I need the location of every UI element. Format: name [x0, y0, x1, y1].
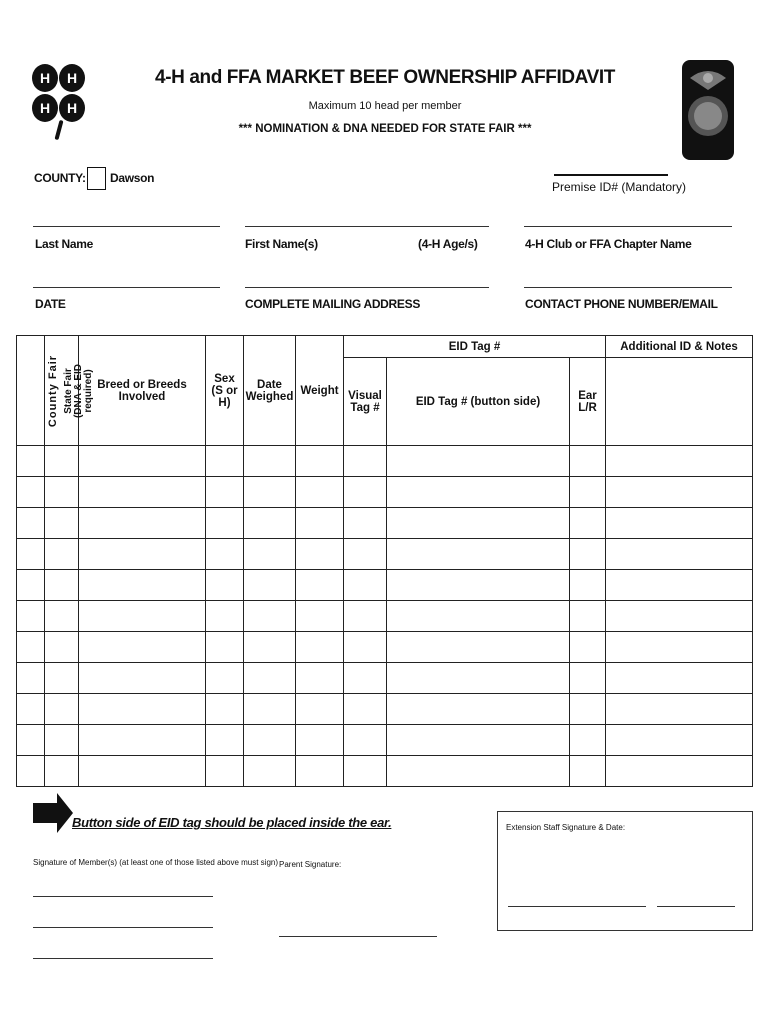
- table-row: [17, 694, 753, 725]
- eid-placement-note: Button side of EID tag should be placed inside the ear.: [72, 815, 392, 830]
- table-cell[interactable]: [570, 663, 606, 694]
- table-cell[interactable]: [570, 632, 606, 663]
- extension-date-line[interactable]: [657, 906, 735, 907]
- table-cell[interactable]: [387, 446, 570, 477]
- table-cell[interactable]: [344, 694, 387, 725]
- member-signature-line-2[interactable]: [33, 927, 213, 928]
- contact-line[interactable]: [524, 287, 732, 288]
- table-cell[interactable]: [17, 694, 45, 725]
- table-cell[interactable]: [17, 601, 45, 632]
- table-cell[interactable]: [606, 446, 753, 477]
- table-cell[interactable]: [606, 756, 753, 787]
- table-cell[interactable]: [206, 756, 244, 787]
- table-cell[interactable]: [606, 539, 753, 570]
- date-line[interactable]: [33, 287, 220, 288]
- extension-signature-label: Extension Staff Signature & Date:: [506, 823, 626, 832]
- col-additional: Additional ID & Notes: [606, 336, 753, 358]
- table-cell[interactable]: [79, 446, 206, 477]
- table-cell[interactable]: [206, 446, 244, 477]
- table-cell[interactable]: [296, 663, 344, 694]
- table-cell[interactable]: [296, 601, 344, 632]
- table-cell[interactable]: [344, 446, 387, 477]
- table-cell[interactable]: [206, 601, 244, 632]
- date-label: DATE: [35, 297, 66, 311]
- table-cell[interactable]: [17, 570, 45, 601]
- table-cell[interactable]: [606, 694, 753, 725]
- member-signature-line-1[interactable]: [33, 896, 213, 897]
- table-cell[interactable]: [387, 694, 570, 725]
- table-cell[interactable]: [79, 508, 206, 539]
- contact-label: CONTACT PHONE NUMBER/EMAIL: [525, 297, 718, 311]
- county-value: Dawson: [110, 171, 155, 185]
- page-title: 4-H and FFA MARKET BEEF OWNERSHIP AFFIDAVIT: [155, 67, 615, 88]
- table-cell[interactable]: [387, 508, 570, 539]
- table-cell[interactable]: [17, 632, 45, 663]
- table-cell[interactable]: [296, 446, 344, 477]
- table-cell[interactable]: [79, 694, 206, 725]
- table-cell[interactable]: [206, 694, 244, 725]
- table-cell[interactable]: [244, 446, 296, 477]
- table-cell[interactable]: [45, 446, 79, 477]
- table-cell[interactable]: [244, 570, 296, 601]
- table-cell[interactable]: [244, 663, 296, 694]
- svg-text:H: H: [67, 100, 78, 116]
- table-cell[interactable]: [344, 663, 387, 694]
- table-cell[interactable]: [570, 539, 606, 570]
- age-label: (4-H Age/s): [418, 237, 478, 251]
- col-ear: Ear L/R: [570, 358, 606, 446]
- table-cell[interactable]: [344, 756, 387, 787]
- table-cell[interactable]: [570, 756, 606, 787]
- svg-text:H: H: [67, 70, 78, 86]
- table-cell[interactable]: [244, 694, 296, 725]
- parent-signature-label: Parent Signature:: [279, 860, 342, 869]
- table-cell[interactable]: [17, 756, 45, 787]
- table-cell[interactable]: [296, 570, 344, 601]
- table-cell[interactable]: [344, 570, 387, 601]
- table-cell[interactable]: [606, 601, 753, 632]
- table-cell[interactable]: [206, 539, 244, 570]
- table-cell[interactable]: [344, 601, 387, 632]
- table-cell[interactable]: [570, 508, 606, 539]
- table-cell[interactable]: [79, 601, 206, 632]
- table-cell[interactable]: [79, 632, 206, 663]
- extension-signature-line[interactable]: [508, 906, 646, 907]
- address-label: COMPLETE MAILING ADDRESS: [245, 297, 421, 311]
- table-cell[interactable]: [206, 477, 244, 508]
- table-cell[interactable]: [45, 570, 79, 601]
- col-date-weighed: Date Weighed: [244, 336, 296, 446]
- table-cell[interactable]: [79, 477, 206, 508]
- table-row: [17, 601, 753, 632]
- table-cell[interactable]: [244, 477, 296, 508]
- premise-id-line[interactable]: [554, 174, 668, 176]
- table-cell[interactable]: [296, 508, 344, 539]
- last-name-label: Last Name: [35, 237, 93, 251]
- table-cell[interactable]: [606, 632, 753, 663]
- table-cell[interactable]: [45, 508, 79, 539]
- col-visual-tag: Visual Tag #: [344, 358, 387, 446]
- first-name-line[interactable]: [245, 226, 489, 227]
- table-row: [17, 508, 753, 539]
- table-cell[interactable]: [570, 446, 606, 477]
- col-breed: Breed or Breeds Involved: [79, 336, 206, 446]
- table-cell[interactable]: [206, 663, 244, 694]
- table-row: [17, 725, 753, 756]
- address-line[interactable]: [245, 287, 489, 288]
- state-fair-notice: *** NOMINATION & DNA NEEDED FOR STATE FAIR ***: [238, 123, 532, 135]
- member-signature-line-3[interactable]: [33, 958, 213, 959]
- table-cell[interactable]: [45, 756, 79, 787]
- table-cell[interactable]: [45, 539, 79, 570]
- club-line[interactable]: [524, 226, 732, 227]
- table-cell[interactable]: [244, 725, 296, 756]
- table-cell[interactable]: [206, 632, 244, 663]
- svg-text:H: H: [40, 70, 51, 86]
- table-cell[interactable]: [17, 725, 45, 756]
- subtitle: Maximum 10 head per member: [308, 100, 462, 112]
- table-cell[interactable]: [17, 446, 45, 477]
- club-label: 4-H Club or FFA Chapter Name: [525, 237, 692, 251]
- table-cell[interactable]: [244, 632, 296, 663]
- table-cell[interactable]: [570, 570, 606, 601]
- table-row: [17, 446, 753, 477]
- col-county-fair: County Fair: [17, 336, 45, 446]
- table-cell[interactable]: [387, 570, 570, 601]
- table-cell[interactable]: [45, 663, 79, 694]
- table-cell[interactable]: [296, 539, 344, 570]
- parent-signature-line[interactable]: [279, 936, 437, 937]
- table-cell[interactable]: [206, 725, 244, 756]
- table-cell[interactable]: [45, 725, 79, 756]
- table-cell[interactable]: [79, 756, 206, 787]
- table-cell[interactable]: [387, 756, 570, 787]
- group-eid: EID Tag #: [344, 336, 606, 358]
- table-cell[interactable]: [45, 601, 79, 632]
- table-cell[interactable]: [570, 694, 606, 725]
- table-cell[interactable]: [244, 756, 296, 787]
- table-row: [17, 632, 753, 663]
- table-cell[interactable]: [79, 725, 206, 756]
- table-cell[interactable]: [79, 663, 206, 694]
- table-cell[interactable]: [296, 632, 344, 663]
- premise-id-label: Premise ID# (Mandatory): [552, 180, 687, 194]
- table-cell[interactable]: [387, 477, 570, 508]
- table-cell[interactable]: [606, 508, 753, 539]
- table-cell[interactable]: [244, 601, 296, 632]
- table-cell[interactable]: [206, 508, 244, 539]
- table-cell[interactable]: [570, 601, 606, 632]
- table-cell[interactable]: [606, 663, 753, 694]
- table-cell[interactable]: [387, 663, 570, 694]
- table-cell[interactable]: [17, 663, 45, 694]
- county-checkbox[interactable]: [87, 167, 106, 190]
- table-cell[interactable]: [79, 570, 206, 601]
- table-cell[interactable]: [606, 477, 753, 508]
- table-cell[interactable]: [244, 539, 296, 570]
- col-weight: Weight: [296, 336, 344, 446]
- cattle-table: [16, 335, 753, 787]
- table-row: [17, 570, 753, 601]
- col-sex: Sex (S or H): [206, 336, 244, 446]
- table-cell[interactable]: [387, 725, 570, 756]
- member-signature-label: Signature of Member(s) (at least one of those listed above must sign): [33, 858, 279, 867]
- table-cell[interactable]: [344, 632, 387, 663]
- table-cell[interactable]: [79, 539, 206, 570]
- table-cell[interactable]: [17, 508, 45, 539]
- arrow-right-icon: [33, 793, 73, 833]
- col-state-fair: State Fair (DNA & EID required): [45, 336, 79, 446]
- table-cell[interactable]: [344, 508, 387, 539]
- table-cell[interactable]: [606, 725, 753, 756]
- table-row: [17, 756, 753, 787]
- table-cell[interactable]: [45, 694, 79, 725]
- table-cell[interactable]: [387, 539, 570, 570]
- ffa-emblem-logo: [682, 60, 734, 160]
- table-cell[interactable]: [344, 477, 387, 508]
- table-cell[interactable]: [344, 725, 387, 756]
- table-cell[interactable]: [296, 756, 344, 787]
- table-cell[interactable]: [17, 539, 45, 570]
- svg-text:H: H: [40, 100, 51, 116]
- table-row: [17, 477, 753, 508]
- table-cell[interactable]: [606, 570, 753, 601]
- table-cell[interactable]: [17, 477, 45, 508]
- last-name-line[interactable]: [33, 226, 220, 227]
- table-cell[interactable]: [570, 477, 606, 508]
- table-cell[interactable]: [296, 477, 344, 508]
- table-row: [17, 539, 753, 570]
- table-row: [17, 663, 753, 694]
- table-cell[interactable]: [296, 725, 344, 756]
- col-eid-button-side: EID Tag # (button side): [387, 358, 570, 446]
- table-cell[interactable]: [45, 632, 79, 663]
- table-cell[interactable]: [244, 508, 296, 539]
- table-cell[interactable]: [570, 725, 606, 756]
- col-additional-blank: [606, 358, 753, 446]
- table-cell[interactable]: [206, 570, 244, 601]
- table-cell[interactable]: [344, 539, 387, 570]
- county-label: COUNTY:: [34, 171, 86, 185]
- table-cell[interactable]: [45, 477, 79, 508]
- table-cell[interactable]: [387, 632, 570, 663]
- table-cell[interactable]: [296, 694, 344, 725]
- table-cell[interactable]: [387, 601, 570, 632]
- first-name-label: First Name(s): [245, 237, 318, 251]
